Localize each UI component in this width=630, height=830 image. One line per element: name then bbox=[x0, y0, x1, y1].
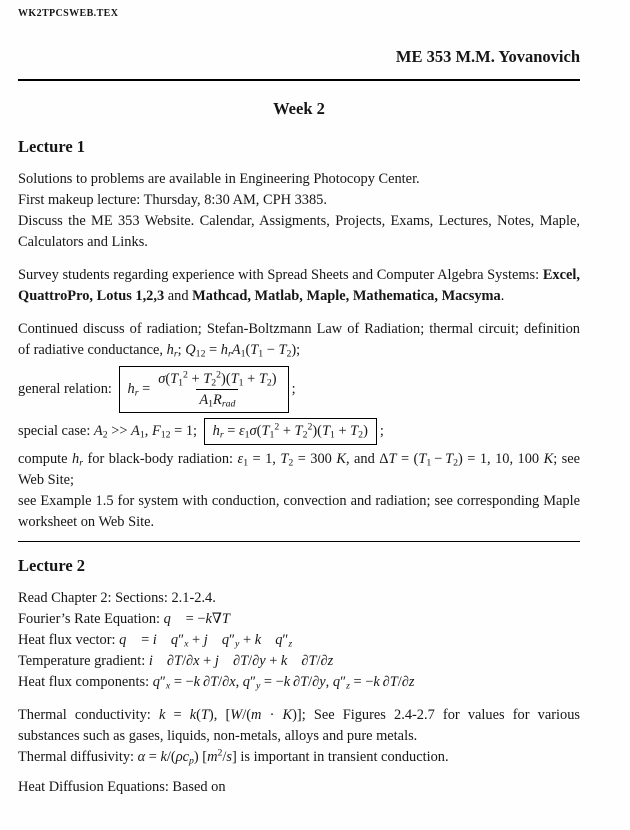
radiation-paragraph bbox=[18, 319, 580, 533]
thermal-diffusivity-line: Thermal diffusivity: $\alpha = k/(\rho c_p)$ $[m^2/s]$ is important in transient conduction. bbox=[18, 747, 449, 767]
course-title: ME 353 M.M. Yovanovich bbox=[395, 47, 580, 66]
section-divider-rule bbox=[18, 541, 580, 542]
special-case-suffix: ; bbox=[379, 422, 384, 439]
heat-flux-vector-line: Heat flux vector: q⃗ = i⃗ $q''_x$ + j⃗ $q''_y$ + k⃗ $q''_z$ bbox=[18, 632, 293, 650]
special-case-label: special case: $A_2 >> A_1$, $F_{12} = 1$; bbox=[18, 422, 198, 441]
line-website: Discuss the ME 353 Website. Calendar, Assigments, Projects, Exams, Lectures, Notes, Maple, Calculators and Links. bbox=[18, 213, 580, 250]
fraction-denominator: $A_1R_{rad}$ bbox=[196, 389, 238, 410]
line-solutions: Solutions to problems are available in Engineering Photocopy Center. bbox=[18, 171, 420, 187]
heat-flux-components-line: Heat flux components: $q''_x = -k$ ∂T/∂x, $q''_y = -k$ ∂T/∂y, $q''_z = -k$ ∂T/∂z bbox=[18, 674, 415, 692]
heat-diffusion-line: Heat Diffusion Equations: Based on bbox=[18, 779, 226, 795]
filename-header: WK2TPCSWEB.TEX bbox=[18, 8, 119, 19]
fraction-numerator: $\sigma(T_1^2 + T_2^2)(T_1 + T_2)$ bbox=[158, 369, 277, 389]
temperature-gradient-line: Temperature gradient: i⃗ ∂T/∂x + j⃗ ∂T/∂y + k⃗ ∂T/∂z bbox=[18, 653, 334, 669]
general-relation-line bbox=[18, 366, 580, 413]
lecture2-heading: Lecture 2 bbox=[18, 556, 86, 575]
lecture1-logistics-paragraph bbox=[18, 169, 580, 253]
special-case-line bbox=[18, 418, 580, 445]
example-line: see Example 1.5 for system with conduction, convection and radiation; see corresponding Maple worksheet on Web Site. bbox=[18, 493, 580, 530]
general-relation-label: general relation: bbox=[18, 380, 112, 397]
read-chapter-line: Read Chapter 2: Sections: 2.1-2.4. bbox=[18, 590, 216, 606]
line-makeup-lecture: First makeup lecture: Thursday, 8:30 AM, CPH 3385. bbox=[18, 192, 327, 208]
week-title: Week 2 bbox=[273, 99, 325, 118]
radiation-intro: Continued discuss of radiation; Stefan-Boltzmann Law of Radiation; thermal circuit; definition of radiative conductance, $h_r$; $Q_{12} = h_rA_1(T_1 - T_2)$; bbox=[18, 321, 580, 360]
general-relation-suffix: ; bbox=[291, 380, 296, 397]
compute-line: compute $h_r$ for black-body radiation: $\varepsilon_1 = 1$, $T_2 = 300$ K, and $\Delta T = (T_1 - T_2) = 1$, 10, 100 K; see Web Site; bbox=[18, 451, 581, 488]
header-rule bbox=[18, 79, 580, 81]
thermal-conductivity-line: Thermal conductivity: k = k(T), [W/(m · K)]; See Figures 2.4-2.7 for values for various substances such as gases, liquids, non-metals, alloys and pure metals. bbox=[18, 707, 580, 744]
general-relation-equation-box bbox=[119, 366, 289, 413]
lecture1-heading: Lecture 1 bbox=[18, 137, 86, 156]
conductivity-paragraph bbox=[18, 705, 580, 768]
lecture2-equations-paragraph bbox=[18, 588, 580, 693]
survey-paragraph: Survey students regarding experience with Spread Sheets and Computer Algebra Systems: Excel, QuattroPro, Lotus 1,2,3 and Mathcad, Matlab, Maple, Mathematica, Macsyma. bbox=[18, 267, 580, 304]
special-case-equation-box: $h_r = \varepsilon_1\sigma(T_1^2 + T_2^2)(T_1 + T_2)$ bbox=[204, 418, 377, 445]
fourier-equation-line: Fourier’s Rate Equation: q⃗ = −k∇T bbox=[18, 611, 230, 627]
equation-lhs: $h_r$ = bbox=[127, 380, 151, 399]
equation-fraction bbox=[155, 369, 279, 410]
